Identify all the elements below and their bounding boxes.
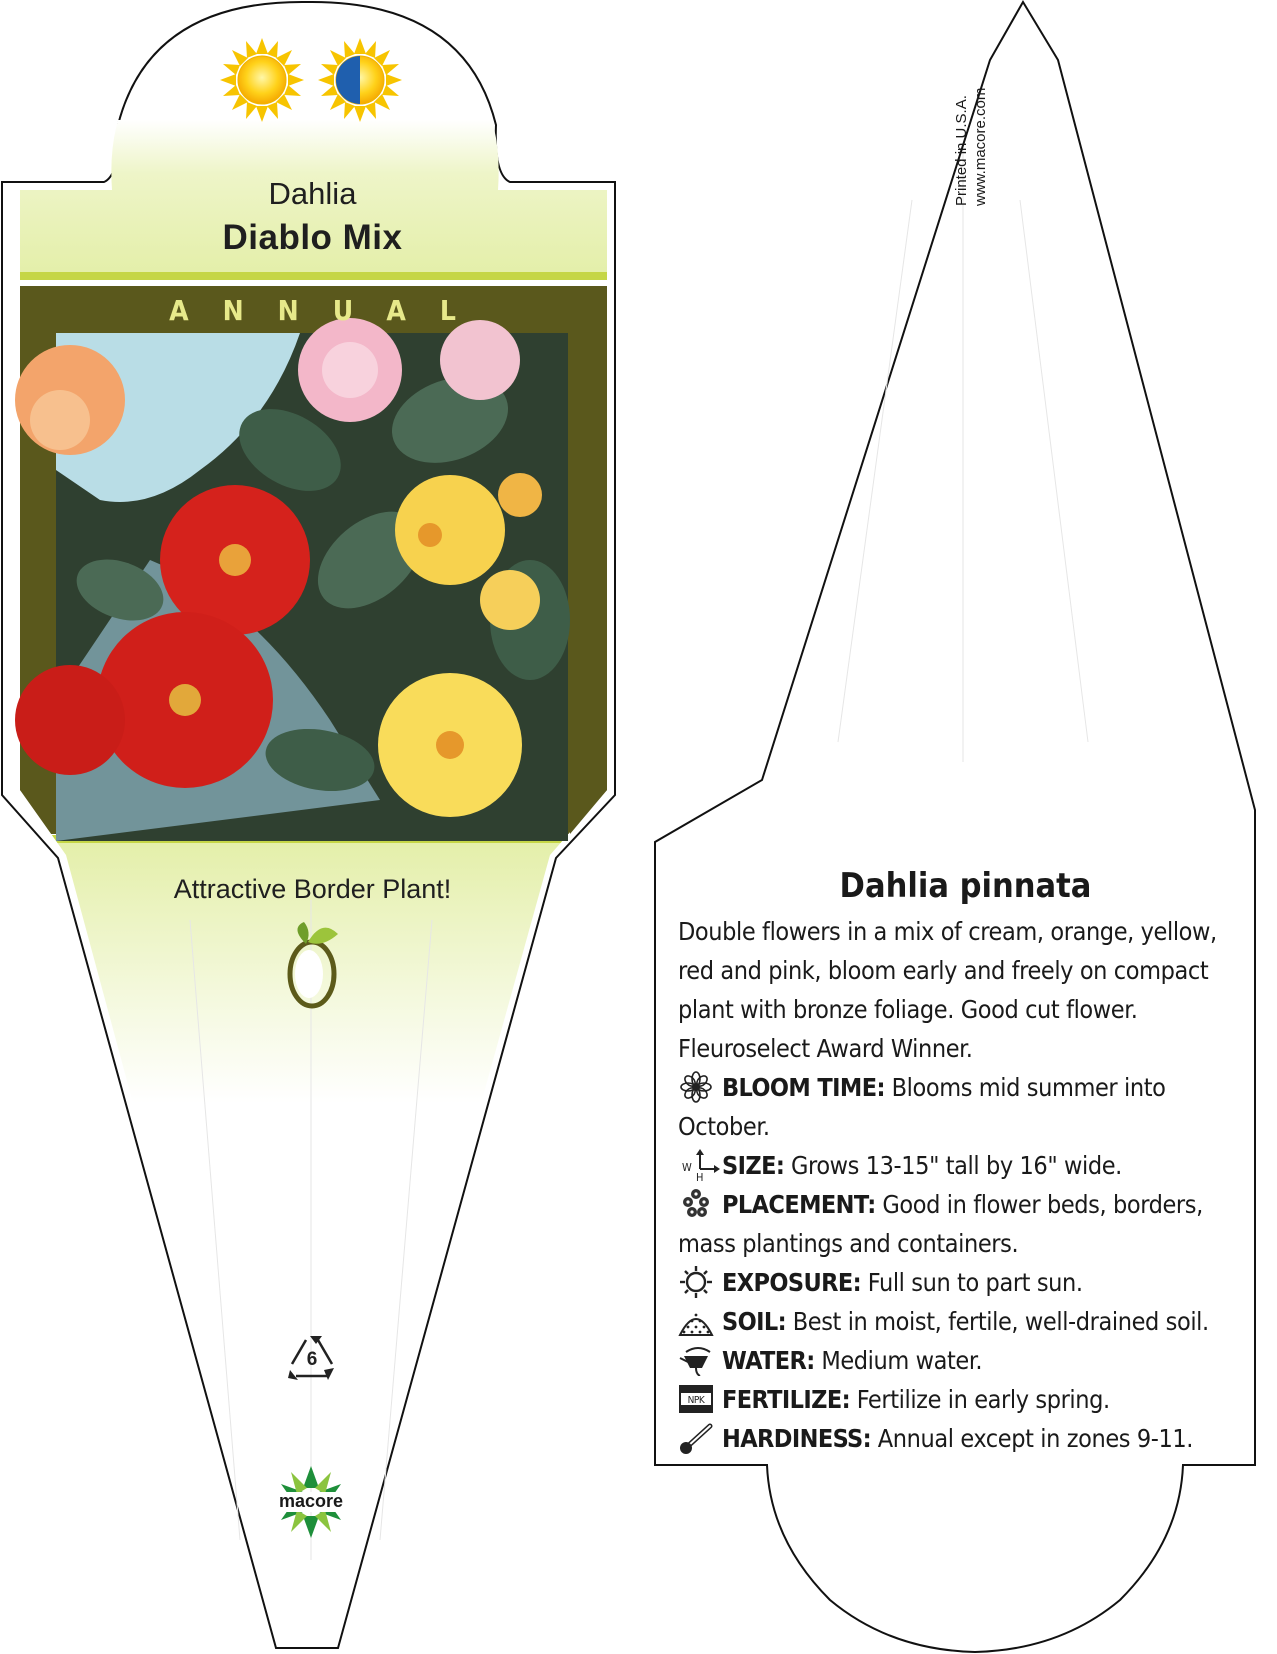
species-name: Dahlia pinnata [839,866,1092,906]
soil-icon [678,1305,720,1337]
hardiness-label: HARDINESS: [722,1424,872,1453]
info-exposure [678,1263,1253,1302]
description: Double flowers in a mix of cream, orange, yellow, red and pink, bloom early and freely on compact plant with bronze foliage. Good cut flower. Fleuroselect Award Winner. [678,917,1217,1063]
recycle-code: 6 [306,1349,318,1370]
part-sun-icon [318,38,402,122]
placement-text: Good in flower beds, borders, mass plantings and containers. [678,1190,1203,1258]
category-label: ANNUAL [169,294,490,327]
npk-text: NPK [687,1395,705,1406]
soil-text: Best in moist, fertile, well-drained soil. [786,1307,1209,1336]
variety-title: Diablo Mix [222,218,403,257]
placement-label: PLACEMENT: [722,1190,876,1219]
info-bloom-time [678,1068,1253,1146]
fertilize-label: FERTILIZE: [722,1385,851,1414]
size-text: Grows 13-15" tall by 16" wide. [784,1151,1122,1180]
size-icon [678,1149,720,1181]
tagline: Attractive Border Plant! [173,874,452,904]
brand-name: macore [278,1491,344,1511]
plant-photo [15,318,570,841]
info-size [678,1146,1253,1185]
info-placement [678,1185,1253,1263]
placement-icon [678,1188,720,1220]
full-sun-icon [220,38,304,122]
size-icon-w: W [682,1161,692,1174]
hardiness-icon [678,1422,720,1454]
bloom-time-text: Blooms mid summer into October. [678,1073,1166,1141]
bloom-time-label: BLOOM TIME: [722,1073,885,1102]
hardiness-text: Annual except in zones 9-11. [871,1424,1193,1453]
size-label: SIZE: [722,1151,785,1180]
printed-line-2: www.macore.com [972,87,989,206]
fertilize-text: Fertilize in early spring. [850,1385,1110,1414]
exposure-icon [678,1266,720,1298]
genus-title: Dahlia [268,176,357,211]
printed-line-1: Printed in U.S.A. [953,95,970,206]
plant-info [678,864,1253,1458]
exposure-text: Full sun to part sun. [861,1268,1083,1297]
bloom-time-icon [678,1071,720,1103]
info-water [678,1341,1253,1380]
soil-label: SOIL: [722,1307,787,1336]
info-hardiness [678,1419,1253,1458]
info-fertilize [678,1380,1253,1419]
water-label: WATER: [722,1346,815,1375]
water-icon [678,1344,720,1376]
exposure-label: EXPOSURE: [722,1268,862,1297]
info-soil [678,1302,1253,1341]
water-text: Medium water. [814,1346,983,1375]
fertilize-icon [678,1383,720,1415]
printed-note [952,88,990,206]
size-icon-h: H [696,1171,704,1181]
